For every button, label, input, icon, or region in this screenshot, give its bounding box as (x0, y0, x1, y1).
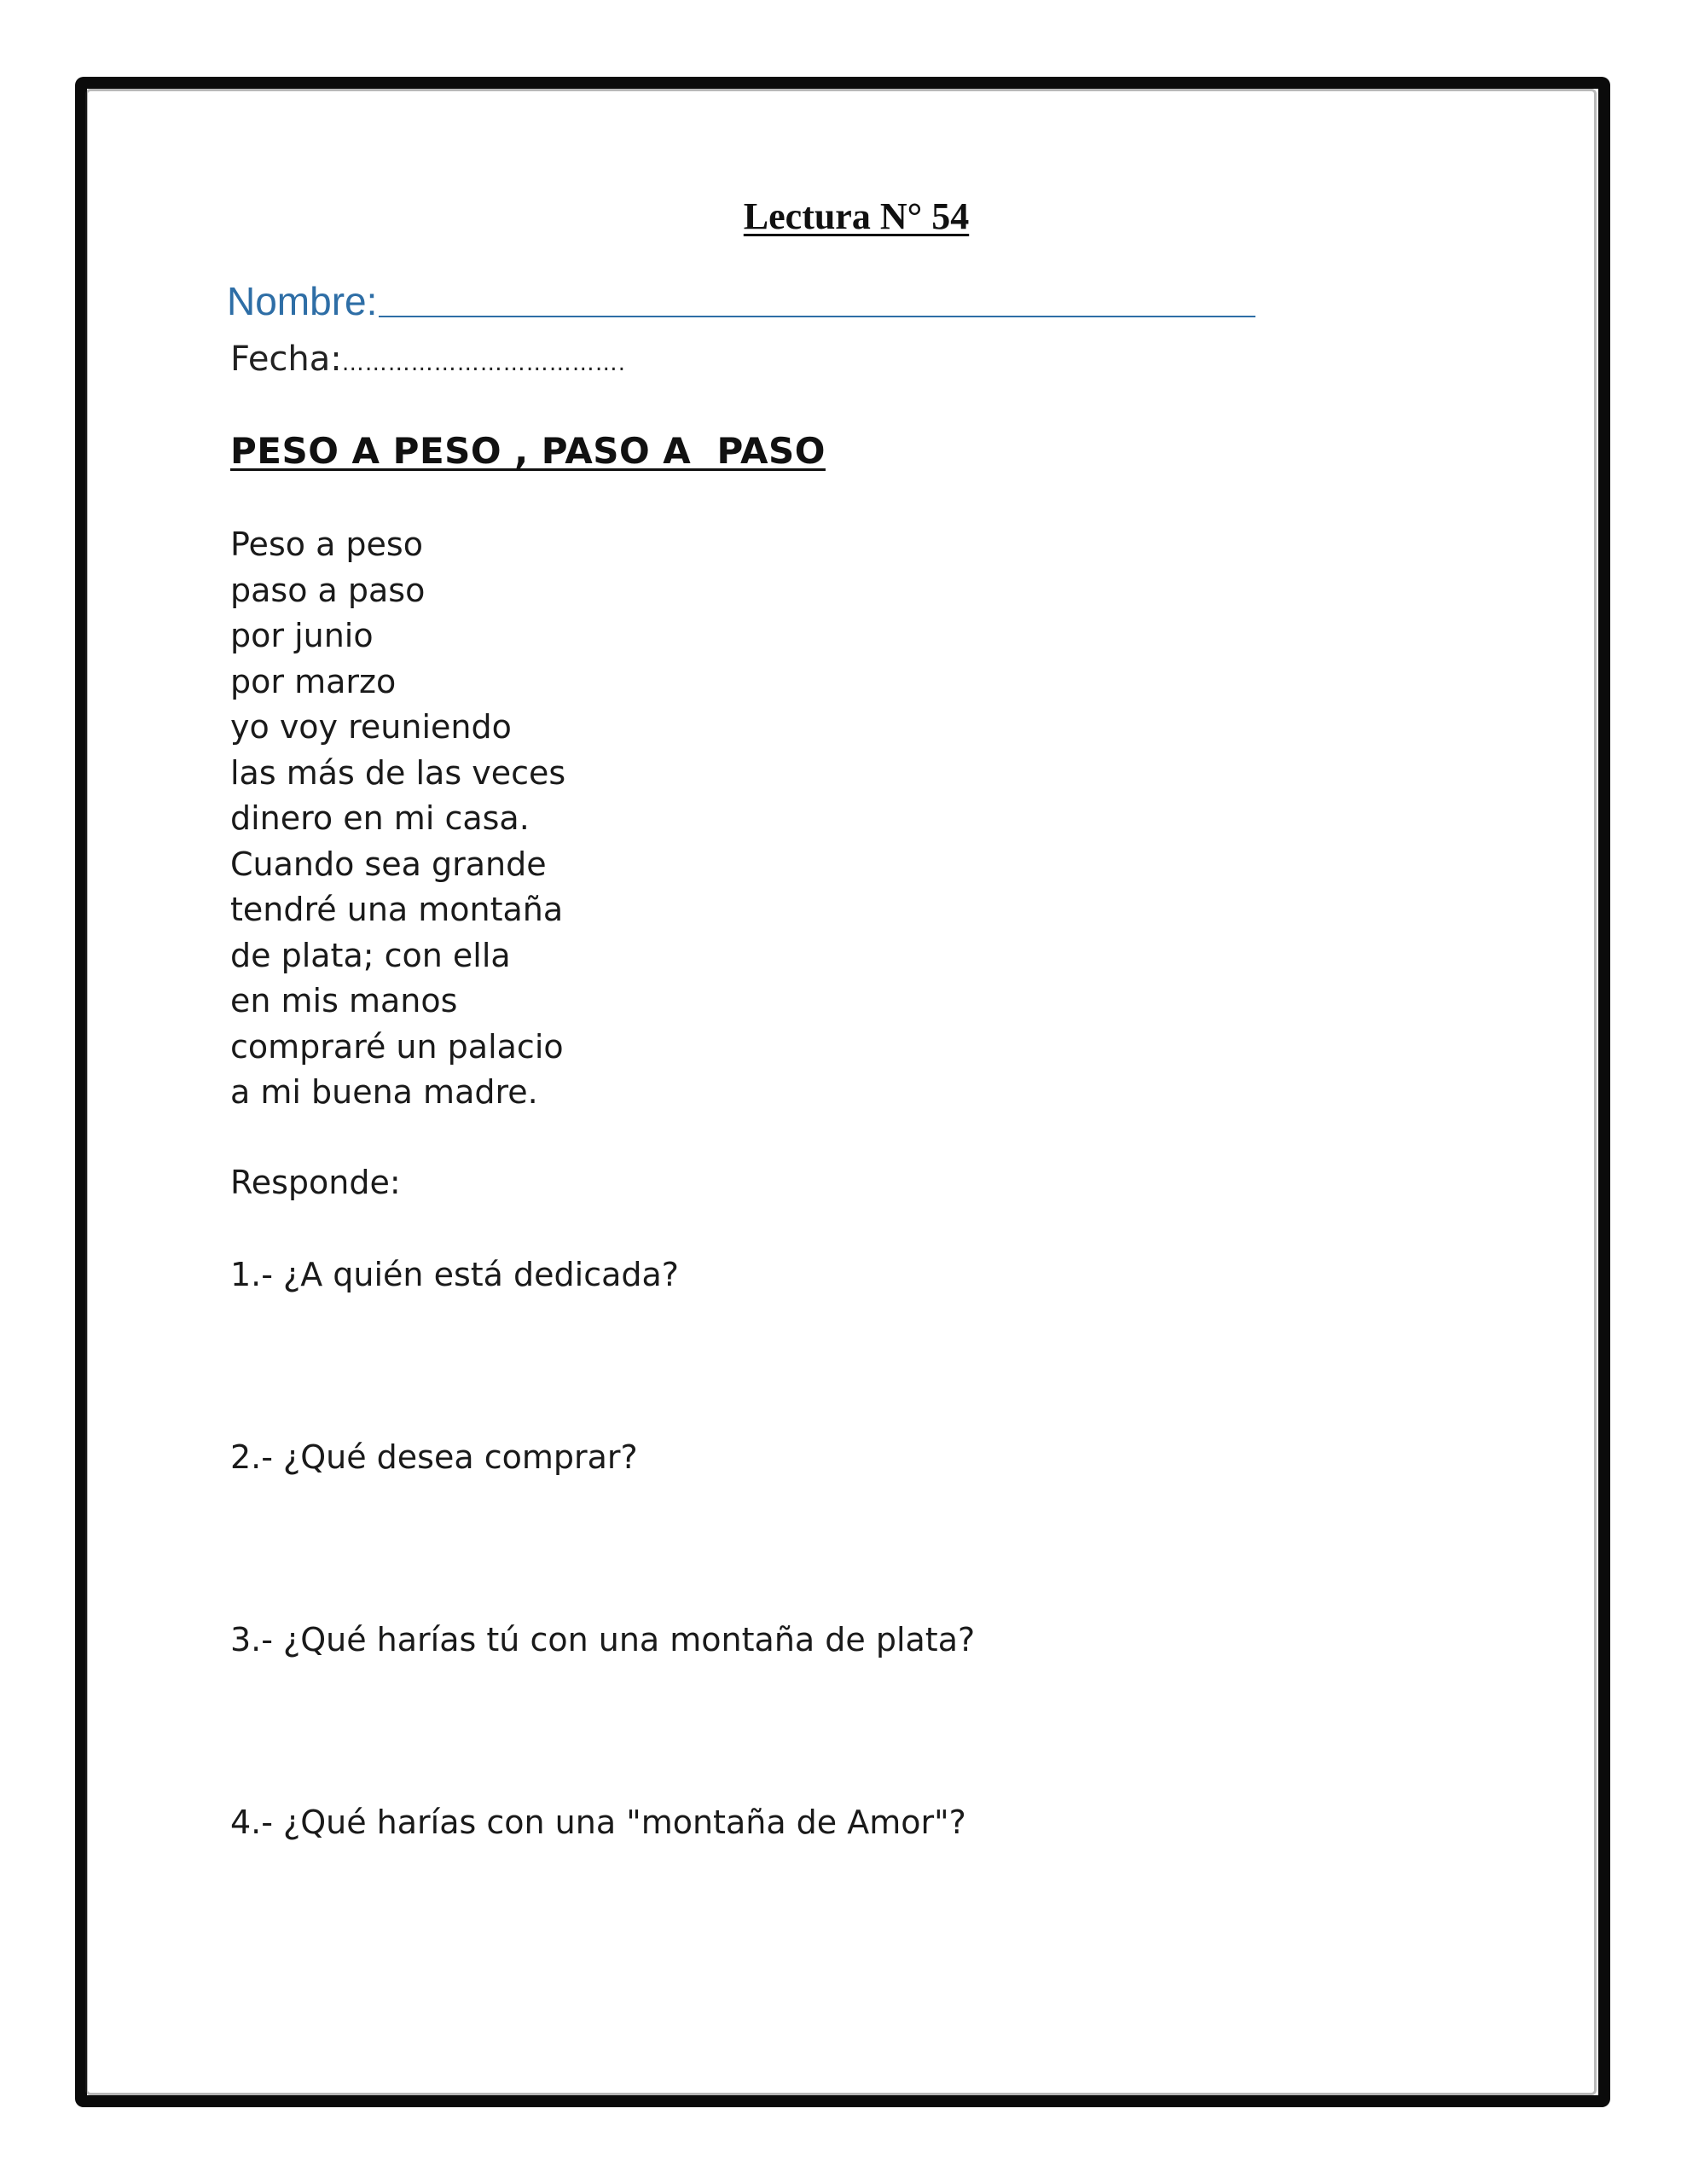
poem-line: por junio (230, 617, 374, 654)
question-2: 2.- ¿Qué desea comprar? (230, 1438, 638, 1476)
poem-line: tendré una montaña (230, 891, 564, 928)
date-answer-dots[interactable]: ………………………………. (341, 351, 627, 376)
poem-line: Peso a peso (230, 526, 423, 563)
poem-line: yo voy reuniendo (230, 708, 512, 746)
poem-line: compraré un palacio (230, 1027, 564, 1066)
poem-line: por marzo (230, 662, 397, 700)
poem-line: de plata; con ella (230, 936, 511, 974)
worksheet-heading: Lectura N° 54 (743, 195, 970, 237)
poem-line: Cuando sea grande (230, 845, 547, 883)
poem-line: dinero en mi casa. (230, 799, 530, 837)
poem-line: en mis manos (230, 982, 458, 1019)
name-label: Nombre: (227, 279, 378, 323)
respond-label: Responde: (230, 1164, 401, 1201)
date-field-row (230, 340, 626, 379)
name-field-row (227, 278, 1255, 324)
question-4: 4.- ¿Qué harías con una "montaña de Amor"? (230, 1804, 966, 1841)
name-answer-line[interactable] (379, 316, 1255, 317)
date-label: Fecha: (230, 340, 342, 379)
question-1: 1.- ¿A quién está dedicada? (230, 1256, 679, 1293)
poem-line: a mi buena madre. (230, 1073, 538, 1111)
poem-line: paso a paso (230, 571, 426, 609)
poem-body (230, 522, 565, 1116)
poem-title: PESO A PESO , PASO A PASO (230, 430, 826, 472)
question-3: 3.- ¿Qué harías tú con una montaña de plata? (230, 1621, 976, 1658)
poem-line: las más de las veces (230, 753, 566, 792)
